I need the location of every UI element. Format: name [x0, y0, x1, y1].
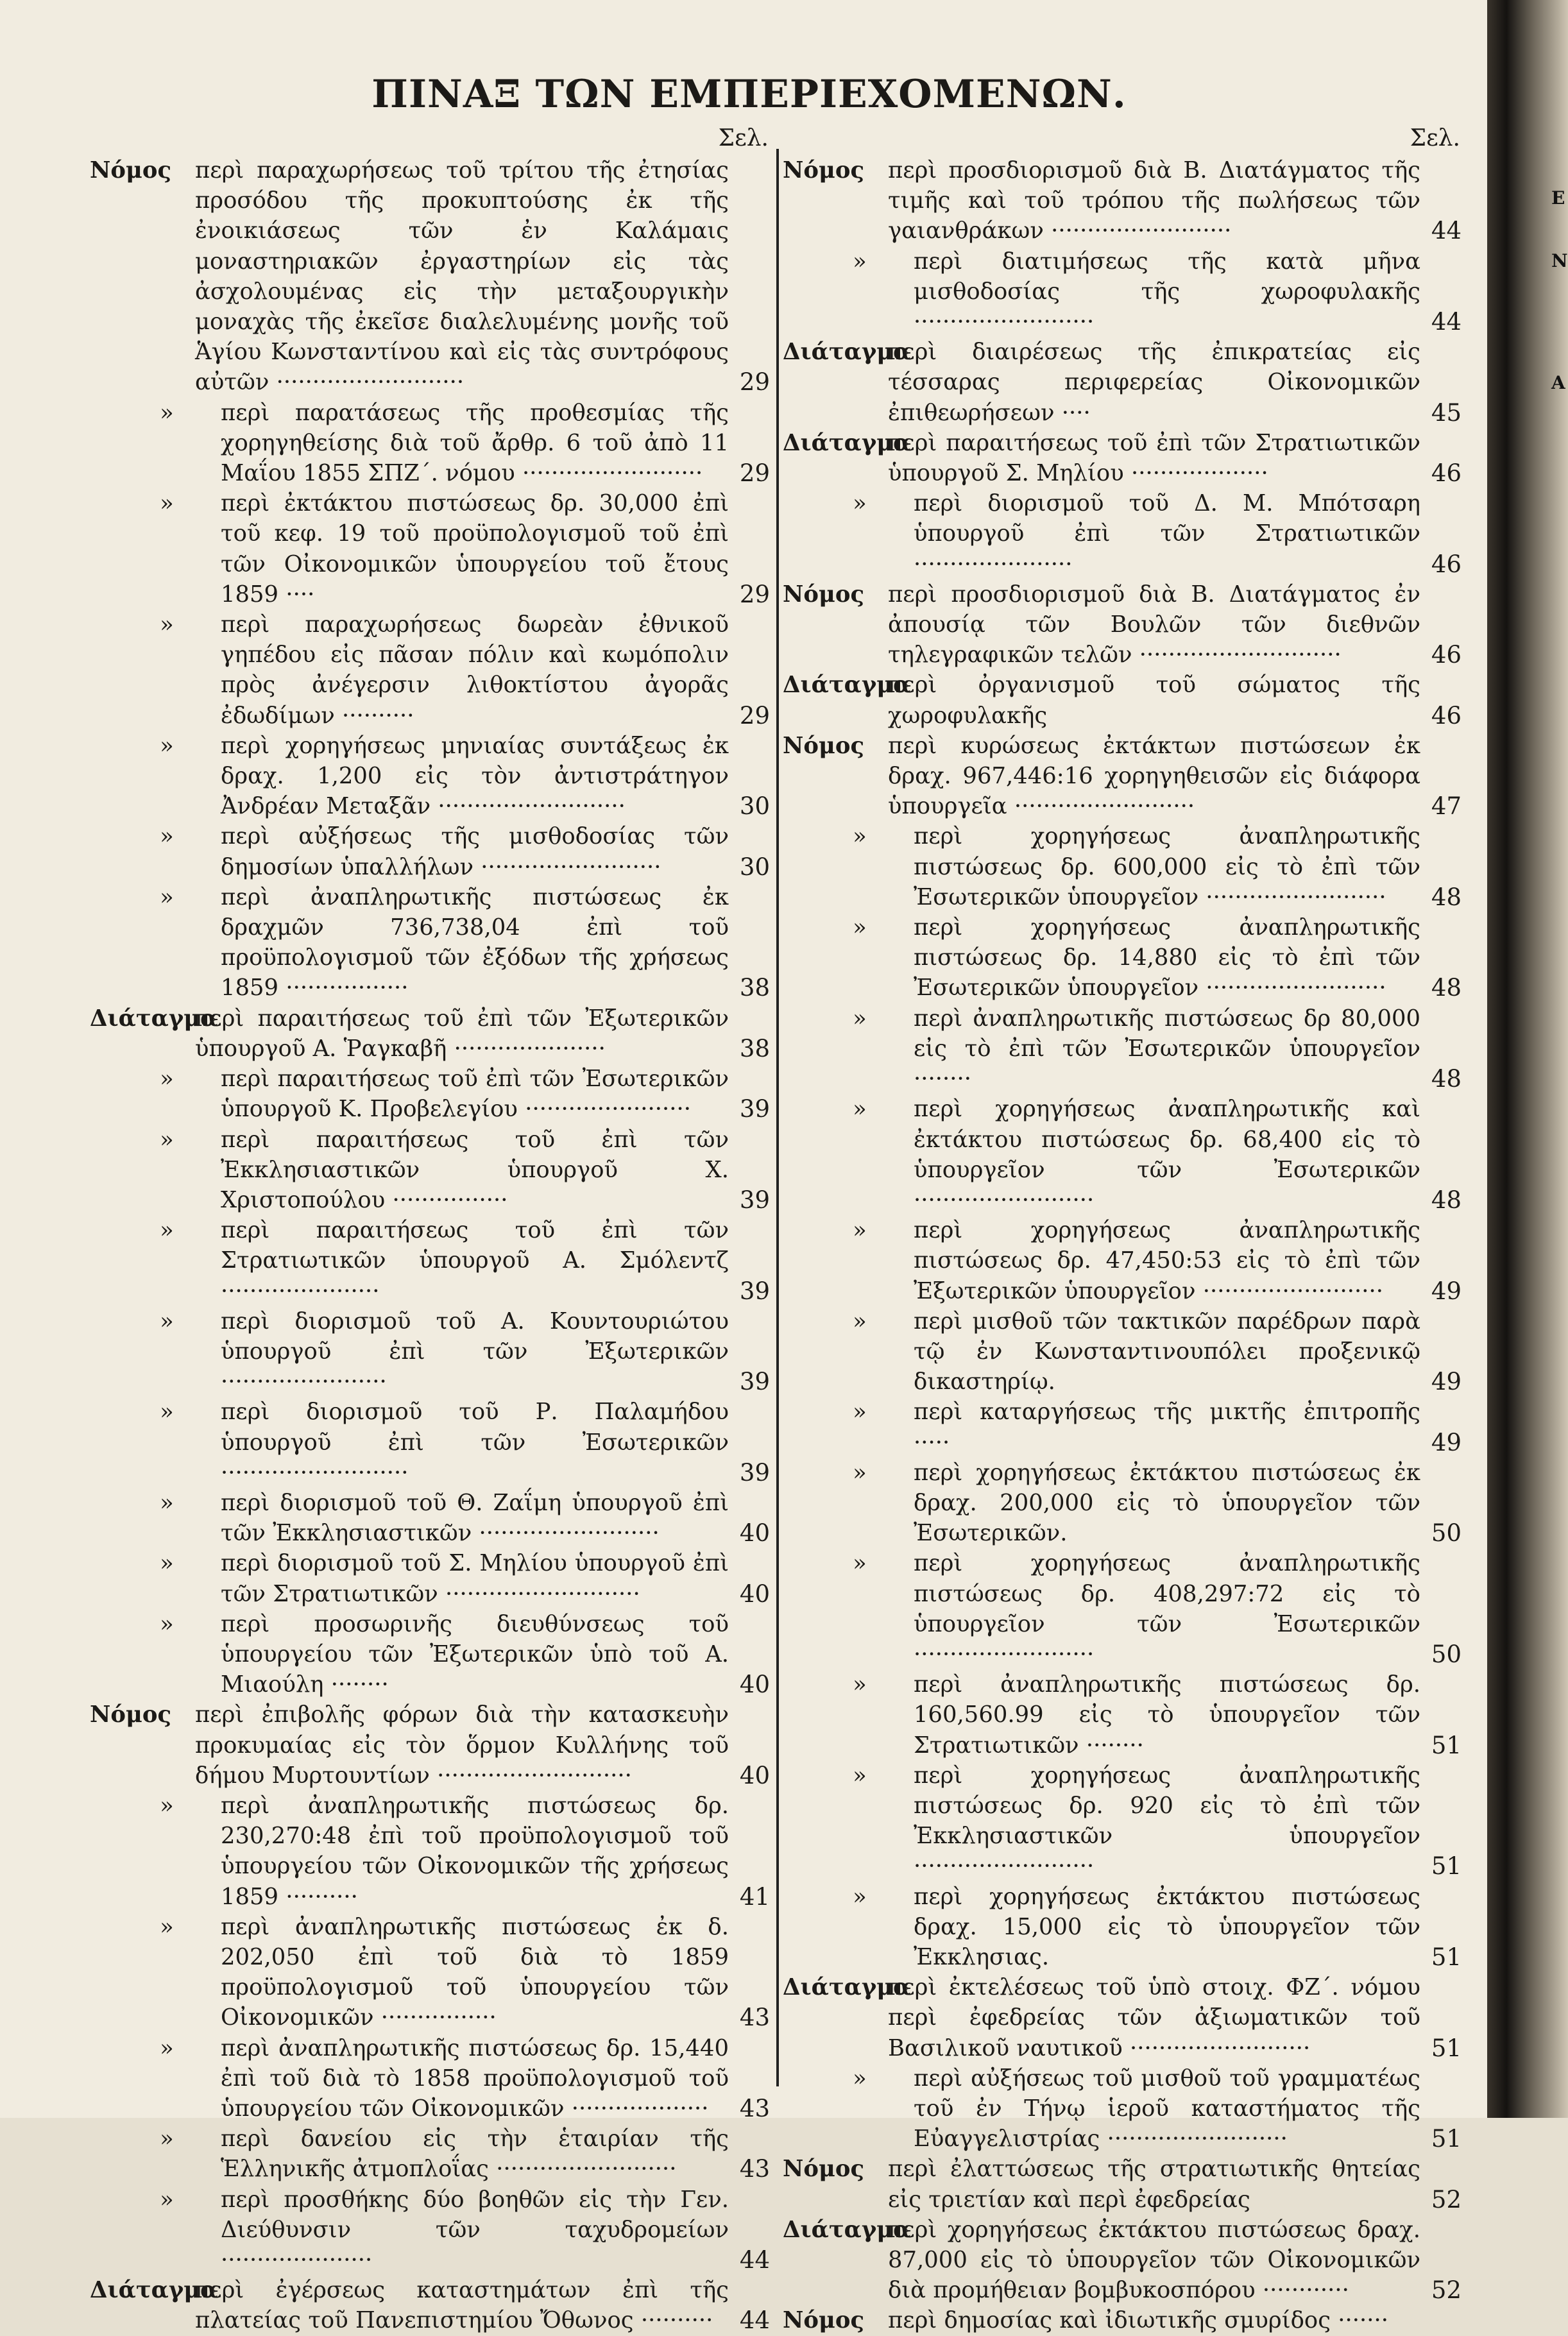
entry-page-number: 51 [1431, 2034, 1461, 2062]
entry-type: » [160, 611, 174, 638]
entry-page-number: 48 [1431, 974, 1461, 1002]
entry-page-number: 51 [1431, 1943, 1461, 1971]
page-column-header: Σελ. [1410, 125, 1460, 151]
entry-type: » [160, 490, 174, 517]
entry-page-number: 47 [1431, 792, 1461, 821]
entry-text: περὶ διαιρέσεως τῆς ἐπικρατείας εἰς τέσσαρας περιφερείας Οἰκονομικῶν ἐπιθεωρήσεων ···· [888, 339, 1420, 426]
entry-text: περὶ ἀναπληρωτικῆς πιστώσεως ἐκ δ. 202,050 ἐπὶ τοῦ διὰ τὸ 1859 προϋπολογισμοῦ τοῦ ὑπουργείου τῶν Οἰκονομικῶν ················ [221, 1913, 729, 2031]
entry-page-number: 40 [739, 1761, 770, 1789]
entry-text: περὶ διορισμοῦ τοῦ Ρ. Παλαμήδου ὑπουργοῦ ἐπὶ τῶν Ἐσωτερικῶν ·························· [221, 1399, 729, 1486]
entry-page-number: 48 [1431, 1065, 1461, 1093]
left-column [90, 122, 770, 2336]
edge-mark: Ε [1551, 187, 1565, 209]
entry-type: Νόμος [783, 2156, 865, 2183]
entry-type: » [160, 883, 174, 910]
toc-entry [90, 1215, 770, 1306]
entry-text: περὶ παραχωρήσεως δωρεὰν ἐθνικοῦ γηπέδου εἰς πᾶσαν πόλιν καὶ κωμόπολιν πρὸς ἀνέγερσιν λιθοκτίστου ἀγορᾶς ἐδωδίμων ·········· [221, 611, 729, 729]
toc-entry [90, 610, 770, 731]
entry-text: περὶ διορισμοῦ τοῦ Δ. Μ. Μπότσαρη ὑπουργοῦ ἐπὶ τῶν Στρατιωτικῶν ······················ [914, 490, 1420, 577]
entry-type: » [160, 2126, 174, 2153]
entry-type: » [853, 1399, 867, 1426]
entry-page-number: 52 [1431, 2276, 1461, 2305]
entry-type: » [160, 2034, 174, 2061]
entry-page-number: 41 [739, 1882, 770, 1911]
entry-text: περὶ προσδιορισμοῦ διὰ Β. Διατάγματος ἐν ἀπουσίᾳ τῶν Βουλῶν τῶν διεθνῶν τηλεγραφικῶν τελῶν ···························· [888, 581, 1420, 669]
toc-entry [90, 1548, 770, 1608]
toc-entry [783, 1882, 1461, 1973]
entry-page-number: 40 [739, 1671, 770, 1699]
entry-text: περὶ δημοσίας καὶ ἰδιωτικῆς σμυρίδος ······· [888, 2307, 1389, 2334]
entry-type: » [160, 1550, 174, 1577]
toc-entry [783, 1548, 1461, 1669]
entry-type: » [853, 248, 867, 275]
toc-entry [90, 398, 770, 489]
entry-text: περὶ χορηγήσεως ἀναπληρωτικῆς πιστώσεως δρ. 920 εἰς τὸ ἐπὶ τῶν Ἐκκλησιαστικῶν ὑπουργεῖον ························· [914, 1762, 1420, 1880]
toc-entry [783, 1397, 1461, 1457]
entry-page-number: 51 [1431, 1852, 1461, 1880]
toc-entry [783, 1215, 1461, 1306]
entry-type: Νόμος [783, 732, 865, 759]
entry-type: » [853, 1217, 867, 1244]
toc-entry [90, 1064, 770, 1124]
entry-page-number: 49 [1431, 1428, 1461, 1456]
entry-page-number: 43 [739, 2155, 770, 2183]
toc-entry [90, 882, 770, 1003]
binding-edge [1487, 0, 1568, 2118]
toc-entry [90, 1397, 770, 1488]
entry-page-number: 40 [739, 1519, 770, 1547]
toc-entry [90, 731, 770, 822]
entry-type: Νόμος [783, 157, 865, 183]
entry-text: περὶ διατιμήσεως τῆς κατὰ μῆνα μισθοδοσίας τῆς χωροφυλακῆς ························· [914, 248, 1420, 336]
entry-page-number: 51 [1431, 2125, 1461, 2153]
entry-page-number: 29 [739, 701, 770, 729]
entry-type: Νόμος [783, 581, 865, 608]
entry-type: » [853, 2065, 867, 2092]
toc-entry [90, 1488, 770, 1548]
entry-type: Διάταγμα [90, 2277, 218, 2304]
toc-entry [783, 1094, 1461, 1215]
toc-entry [783, 670, 1461, 730]
entry-text: περὶ διορισμοῦ τοῦ Σ. Μηλίου ὑπουργοῦ ἐπὶ τῶν Στρατιωτικῶν ··························· [221, 1550, 729, 1607]
entry-page-number: 45 [1431, 398, 1461, 427]
entry-text: περὶ καταργήσεως τῆς μικτῆς ἐπιτροπῆς ····· [914, 1399, 1420, 1456]
entries-list [90, 155, 770, 2336]
entries-list [783, 155, 1461, 2336]
entry-text: περὶ παραχωρήσεως τοῦ τρίτου τῆς ἐτησίας προσόδου τῆς προκυπτούσης ἐκ τῆς ἐνοικιάσεως τῶν ἐν Καλάμαις μοναστηριακῶν ἐργαστηρίων εἰς τὰς ἀσχολουμένας εἰς τὴν μεταξουργικὴν μοναχὰς τῆς ἐκεῖσε διαλελυμένης μονῆς τοῦ Ἁγίου Κωνσταντίνου καὶ εἰς τὰς συντρόφους αὐτῶν ·························· [195, 157, 729, 396]
entry-page-number: 50 [1431, 1519, 1461, 1547]
entry-page-number: 39 [739, 1368, 770, 1396]
entry-type: » [853, 1671, 867, 1698]
entry-text: περὶ δανείου εἰς τὴν ἑταιρίαν τῆς Ἑλληνικῆς ἀτμοπλοΐας ························· [221, 2126, 729, 2183]
toc-entry [783, 246, 1461, 337]
entry-text: περὶ ἐλαττώσεως τῆς στρατιωτικῆς θητείας εἰς τριετίαν καὶ περὶ ἐφεδρείας [888, 2156, 1420, 2213]
entry-text: περὶ παραιτήσεως τοῦ ἐπὶ τῶν Ἐκκλησιαστικῶν ὑπουργοῦ Χ. Χριστοπούλου ················ [221, 1126, 729, 1213]
entry-text: περὶ παρατάσεως τῆς προθεσμίας τῆς χορηγηθείσης διὰ τοῦ ἄρθρ. 6 τοῦ ἀπὸ 11 Μαΐου 1855 ΣΠΖ΄. νόμου ························· [221, 399, 729, 487]
entry-page-number: 46 [1431, 701, 1461, 729]
entry-type: Νόμος [90, 1701, 172, 1728]
toc-entry [90, 821, 770, 882]
entry-text: περὶ παραιτήσεως τοῦ ἐπὶ τῶν Ἐξωτερικῶν ὑπουργοῦ Α. Ῥαγκαβῆ ····················· [195, 1005, 729, 1062]
entry-type: Διάταγμα [783, 672, 911, 699]
entry-type: » [853, 1762, 867, 1789]
entry-type: » [853, 490, 867, 517]
page-column-header: Σελ. [718, 125, 769, 151]
entry-text: περὶ ἐγέρσεως καταστημάτων ἐπὶ τῆς πλατείας τοῦ Πανεπιστημίου Ὄθωνος ·········· [195, 2277, 729, 2334]
entry-page-number: 48 [1431, 883, 1461, 911]
toc-entry [90, 2033, 770, 2124]
toc-entry [783, 337, 1461, 428]
entry-text: περὶ ἀναπληρωτικῆς πιστώσεως δρ 80,000 εἰς τὸ ἐπὶ τῶν Ἐσωτερικῶν ὑπουργεῖον ········ [914, 1005, 1420, 1093]
toc-entry [783, 2154, 1461, 2214]
entry-text: περὶ χορηγήσεως μηνιαίας συντάξεως ἐκ δραχ. 1,200 εἰς τὸν ἀντιστράτηγον Ἀνδρέαν Μεταξᾶν ·························· [221, 732, 729, 820]
toc-entry [90, 2185, 770, 2276]
entry-page-number: 46 [1431, 641, 1461, 669]
entry-type: » [853, 1459, 867, 1486]
edge-mark: Ν [1551, 250, 1568, 271]
entry-text: περὶ χορηγήσεως ἀναπληρωτικῆς καὶ ἐκτάκτου πιστώσεως δρ. 68,400 εἰς τὸ ὑπουργεῖον τῶν Ἐσωτερικῶν ························· [914, 1096, 1420, 1213]
entry-page-number: 39 [739, 1277, 770, 1305]
toc-entry [90, 1700, 770, 1791]
toc-entry [783, 821, 1461, 912]
entry-type: Διάταγμα [783, 429, 911, 456]
toc-entry [783, 731, 1461, 822]
toc-entry [783, 1761, 1461, 1882]
entry-page-number: 50 [1431, 1640, 1461, 1668]
toc-entry [90, 1003, 770, 1064]
entry-page-number: 39 [739, 1458, 770, 1487]
entry-text: περὶ κυρώσεως ἐκτάκτων πιστώσεων ἐκ δραχ. 967,446:16 χορηγηθεισῶν εἰς διάφορα ὑπουργεῖα ························· [888, 732, 1420, 820]
entry-text: περὶ χορηγήσεως ἐκτάκτου πιστώσεως δραχ. 87,000 εἰς τὸ ὑπουργεῖον τῶν Οἰκονομικῶν διὰ προμήθειαν βομβυκοσπόρου ············ [888, 2216, 1420, 2304]
entry-page-number: 44 [1431, 217, 1461, 245]
toc-entry [783, 488, 1461, 579]
toc-entry [783, 912, 1461, 1003]
entry-text: περὶ προσθήκης δύο βοηθῶν εἰς τὴν Γεν. Διεύθυνσιν τῶν ταχυδρομείων ····················· [221, 2186, 729, 2274]
entry-type: » [853, 1005, 867, 1032]
toc-entry [90, 1791, 770, 1912]
toc-entry [90, 1609, 770, 1700]
entry-page-number: 30 [739, 792, 770, 821]
entry-page-number: 29 [739, 368, 770, 396]
entry-text: περὶ ἀναπληρωτικῆς πιστώσεως δρ. 15,440 ἐπὶ τοῦ διὰ τὸ 1858 προϋπολογισμοῦ τοῦ ὑπουργείου τῶν Οἰκονομικῶν ··················· [221, 2034, 729, 2122]
toc-entry [90, 155, 770, 398]
entry-text: περὶ χορηγήσεως ἀναπληρωτικῆς πιστώσεως δρ. 47,450:53 εἰς τὸ ἐπὶ τῶν Ἐξωτερικῶν ὑπουργεῖον ························· [914, 1217, 1420, 1304]
entry-page-number: 40 [739, 1580, 770, 1608]
entry-text: περὶ διορισμοῦ τοῦ Θ. Ζαΐμη ὑπουργοῦ ἐπὶ τῶν Ἐκκλησιαστικῶν ························· [221, 1489, 729, 1547]
entry-type: » [160, 399, 174, 426]
entry-page-number: 29 [739, 459, 770, 488]
entry-type: » [160, 1489, 174, 1516]
entry-type: » [160, 732, 174, 759]
toc-entry [90, 488, 770, 610]
toc-entry [90, 2124, 770, 2184]
entry-page-number: 44 [739, 2306, 770, 2335]
entry-type: Νόμος [783, 2307, 865, 2334]
entry-text: περὶ ἐκτάκτου πιστώσεως δρ. 30,000 ἐπὶ τοῦ κεφ. 19 τοῦ προϋπολογισμοῦ τοῦ ἐπὶ τῶν Οἰκονομικῶν ὑπουργείου τοῦ ἔτους 1859 ···· [221, 490, 729, 608]
right-column [783, 122, 1461, 2336]
entry-type: Διάταγμα [783, 1974, 911, 2001]
entry-type: » [160, 1913, 174, 1940]
toc-entry [783, 1972, 1461, 2063]
entry-type: » [160, 1217, 174, 1244]
entry-page-number: 46 [1431, 550, 1461, 578]
entry-page-number: 39 [739, 1095, 770, 1123]
entry-text: περὶ ὀργανισμοῦ τοῦ σώματος τῆς χωροφυλακῆς [888, 672, 1420, 729]
entry-text: περὶ ἀναπληρωτικῆς πιστώσεως δρ. 160,560.99 εἰς τὸ ὑπουργεῖον τῶν Στρατιωτικῶν ········ [914, 1671, 1420, 1759]
entry-page-number: 51 [1431, 1731, 1461, 1759]
entry-type: » [160, 1792, 174, 1819]
entry-page-number: 49 [1431, 1277, 1461, 1305]
entry-text: περὶ χορηγήσεως ἀναπληρωτικῆς πιστώσεως δρ. 408,297:72 εἰς τὸ ὑπουργεῖον τῶν Ἐσωτερικῶν ························· [914, 1550, 1420, 1667]
entry-type: » [160, 1126, 174, 1153]
entry-text: περὶ ἀναπληρωτικῆς πιστώσεως δρ. 230,270:48 ἐπὶ τοῦ προϋπολογισμοῦ τοῦ ὑπουργείου τῶν Οἰκονομικῶν τῆς χρήσεως 1859 ·········· [221, 1792, 729, 1910]
toc-entry [783, 428, 1461, 488]
toc-entry [90, 1306, 770, 1397]
entry-text: περὶ ἀναπληρωτικῆς πιστώσεως ἐκ δραχμῶν 736,738,04 ἐπὶ τοῦ προϋπολογισμοῦ τῶν ἐξόδων τῆς χρήσεως 1859 ················· [221, 883, 729, 1002]
entry-text: περὶ χορηγήσεως ἀναπληρωτικῆς πιστώσεως δρ. 14,880 εἰς τὸ ἐπὶ τῶν Ἐσωτερικῶν ὑπουργεῖον ························· [914, 914, 1420, 1002]
entry-text: περὶ χορηγήσεως ἐκτάκτου πιστώσεως δραχ. 15,000 εἰς τὸ ὑπουργεῖον τῶν Ἐκκλησιας. [914, 1883, 1420, 1970]
entry-type: » [853, 1308, 867, 1334]
toc-entry [783, 579, 1461, 670]
toc-entry [783, 2215, 1461, 2306]
entry-type: Διάταγμα [783, 339, 911, 366]
entry-page-number: 29 [739, 580, 770, 608]
entry-page-number: 44 [1431, 308, 1461, 336]
toc-entry [783, 2063, 1461, 2154]
toc-entry [783, 1306, 1461, 1397]
entry-text: περὶ αὐξήσεως τοῦ μισθοῦ τοῦ γραμματέως τοῦ ἐν Τήνῳ ἱεροῦ καταστήματος τῆς Εὐαγγελιστρίας ························· [914, 2065, 1420, 2153]
toc-entry [783, 1669, 1461, 1761]
entry-type: » [853, 1883, 867, 1910]
toc-entry [783, 2305, 1461, 2335]
entry-type: » [853, 914, 867, 941]
entry-type: » [853, 1550, 867, 1577]
entry-page-number: 38 [739, 1034, 770, 1062]
toc-entry [783, 1458, 1461, 1549]
entry-type: » [853, 1096, 867, 1123]
entry-page-number: 43 [739, 2004, 770, 2032]
entry-page-number: 52 [1431, 2185, 1461, 2213]
entry-text: περὶ ἐπιβολῆς φόρων διὰ τὴν κατασκευὴν προκυμαίας εἰς τὸν ὅρμον Κυλλήνης τοῦ δήμου Μυρτουντίων ··························· [195, 1701, 729, 1789]
edge-mark: Α [1551, 372, 1565, 393]
entry-text: περὶ ἐκτελέσεως τοῦ ὑπὸ στοιχ. ΦΖ΄. νόμου περὶ ἐφεδρείας τῶν ἀξιωματικῶν τοῦ Βασιλικοῦ ναυτικοῦ ························· [888, 1974, 1420, 2061]
entry-type: » [160, 823, 174, 850]
entry-text: περὶ χορηγήσεως ἐκτάκτου πιστώσεως ἐκ δραχ. 200,000 εἰς τὸ ὑπουργεῖον τῶν Ἐσωτερικῶν. [914, 1459, 1420, 1547]
entry-type: » [160, 1399, 174, 1426]
entry-type: » [160, 2186, 174, 2213]
entry-page-number: 48 [1431, 1186, 1461, 1214]
toc-entry [90, 1912, 770, 2033]
entry-text: περὶ μισθοῦ τῶν τακτικῶν παρέδρων παρὰ τῷ ἐν Κωνσταντινουπόλει προξενικῷ δικαστηρίῳ. [914, 1308, 1420, 1395]
entry-text: περὶ προσωρινῆς διευθύνσεως τοῦ ὑπουργείου τῶν Ἐξωτερικῶν ὑπὸ τοῦ Α. Μιαούλη ········ [221, 1610, 729, 1698]
entry-text: περὶ διορισμοῦ τοῦ Α. Κουντουριώτου ὑπουργοῦ ἐπὶ τῶν Ἐξωτερικῶν ······················· [221, 1308, 729, 1395]
entry-text: περὶ παραιτήσεως τοῦ ἐπὶ τῶν Στρατιωτικῶν ὑπουργοῦ Σ. Μηλίου ··················· [888, 429, 1420, 487]
page-title: ΠΙΝΑΞ ΤΩΝ ΕΜΠΕΡΙΕΧΟΜΕΝΩΝ. [371, 72, 1127, 117]
entry-text: περὶ αὐξήσεως τῆς μισθοδοσίας τῶν δημοσίων ὑπαλλήλων ························· [221, 823, 729, 880]
entry-page-number: 39 [739, 1186, 770, 1214]
toc-entry [90, 2275, 770, 2335]
entry-page-number: 46 [1431, 459, 1461, 488]
entry-text: περὶ παραιτήσεως τοῦ ἐπὶ τῶν Στρατιωτικῶν ὑπουργοῦ Α. Σμόλεντζ ······················ [221, 1217, 729, 1304]
toc-entry [783, 155, 1461, 246]
entry-type: » [853, 823, 867, 850]
entry-text: περὶ προσδιορισμοῦ διὰ Β. Διατάγματος τῆς τιμῆς καὶ τοῦ τρόπου τῆς πωλήσεως τῶν γαιανθράκων ························· [888, 157, 1420, 244]
entry-text: περὶ χορηγήσεως ἀναπληρωτικῆς πιστώσεως δρ. 600,000 εἰς τὸ ἐπὶ τῶν Ἐσωτερικῶν ὑπουργεῖον ························· [914, 823, 1420, 910]
column-divider [776, 149, 779, 2086]
entry-page-number: 49 [1431, 1368, 1461, 1396]
entry-text: περὶ παραιτήσεως τοῦ ἐπὶ τῶν Ἐσωτερικῶν ὑπουργοῦ Κ. Προβελεγίου ······················· [221, 1066, 729, 1123]
entry-page-number: 30 [739, 853, 770, 881]
toc-entry [90, 1125, 770, 1216]
entry-type: Διάταγμα [783, 2216, 911, 2243]
entry-page-number: 38 [739, 974, 770, 1002]
entry-type: Νόμος [90, 157, 172, 183]
entry-type: » [160, 1066, 174, 1093]
entry-page-number: 43 [739, 2095, 770, 2122]
entry-page-number: 44 [739, 2246, 770, 2274]
entry-type: Διάταγμα [90, 1005, 218, 1032]
entry-type: » [160, 1610, 174, 1637]
toc-entry [783, 1003, 1461, 1095]
entry-type: » [160, 1308, 174, 1334]
